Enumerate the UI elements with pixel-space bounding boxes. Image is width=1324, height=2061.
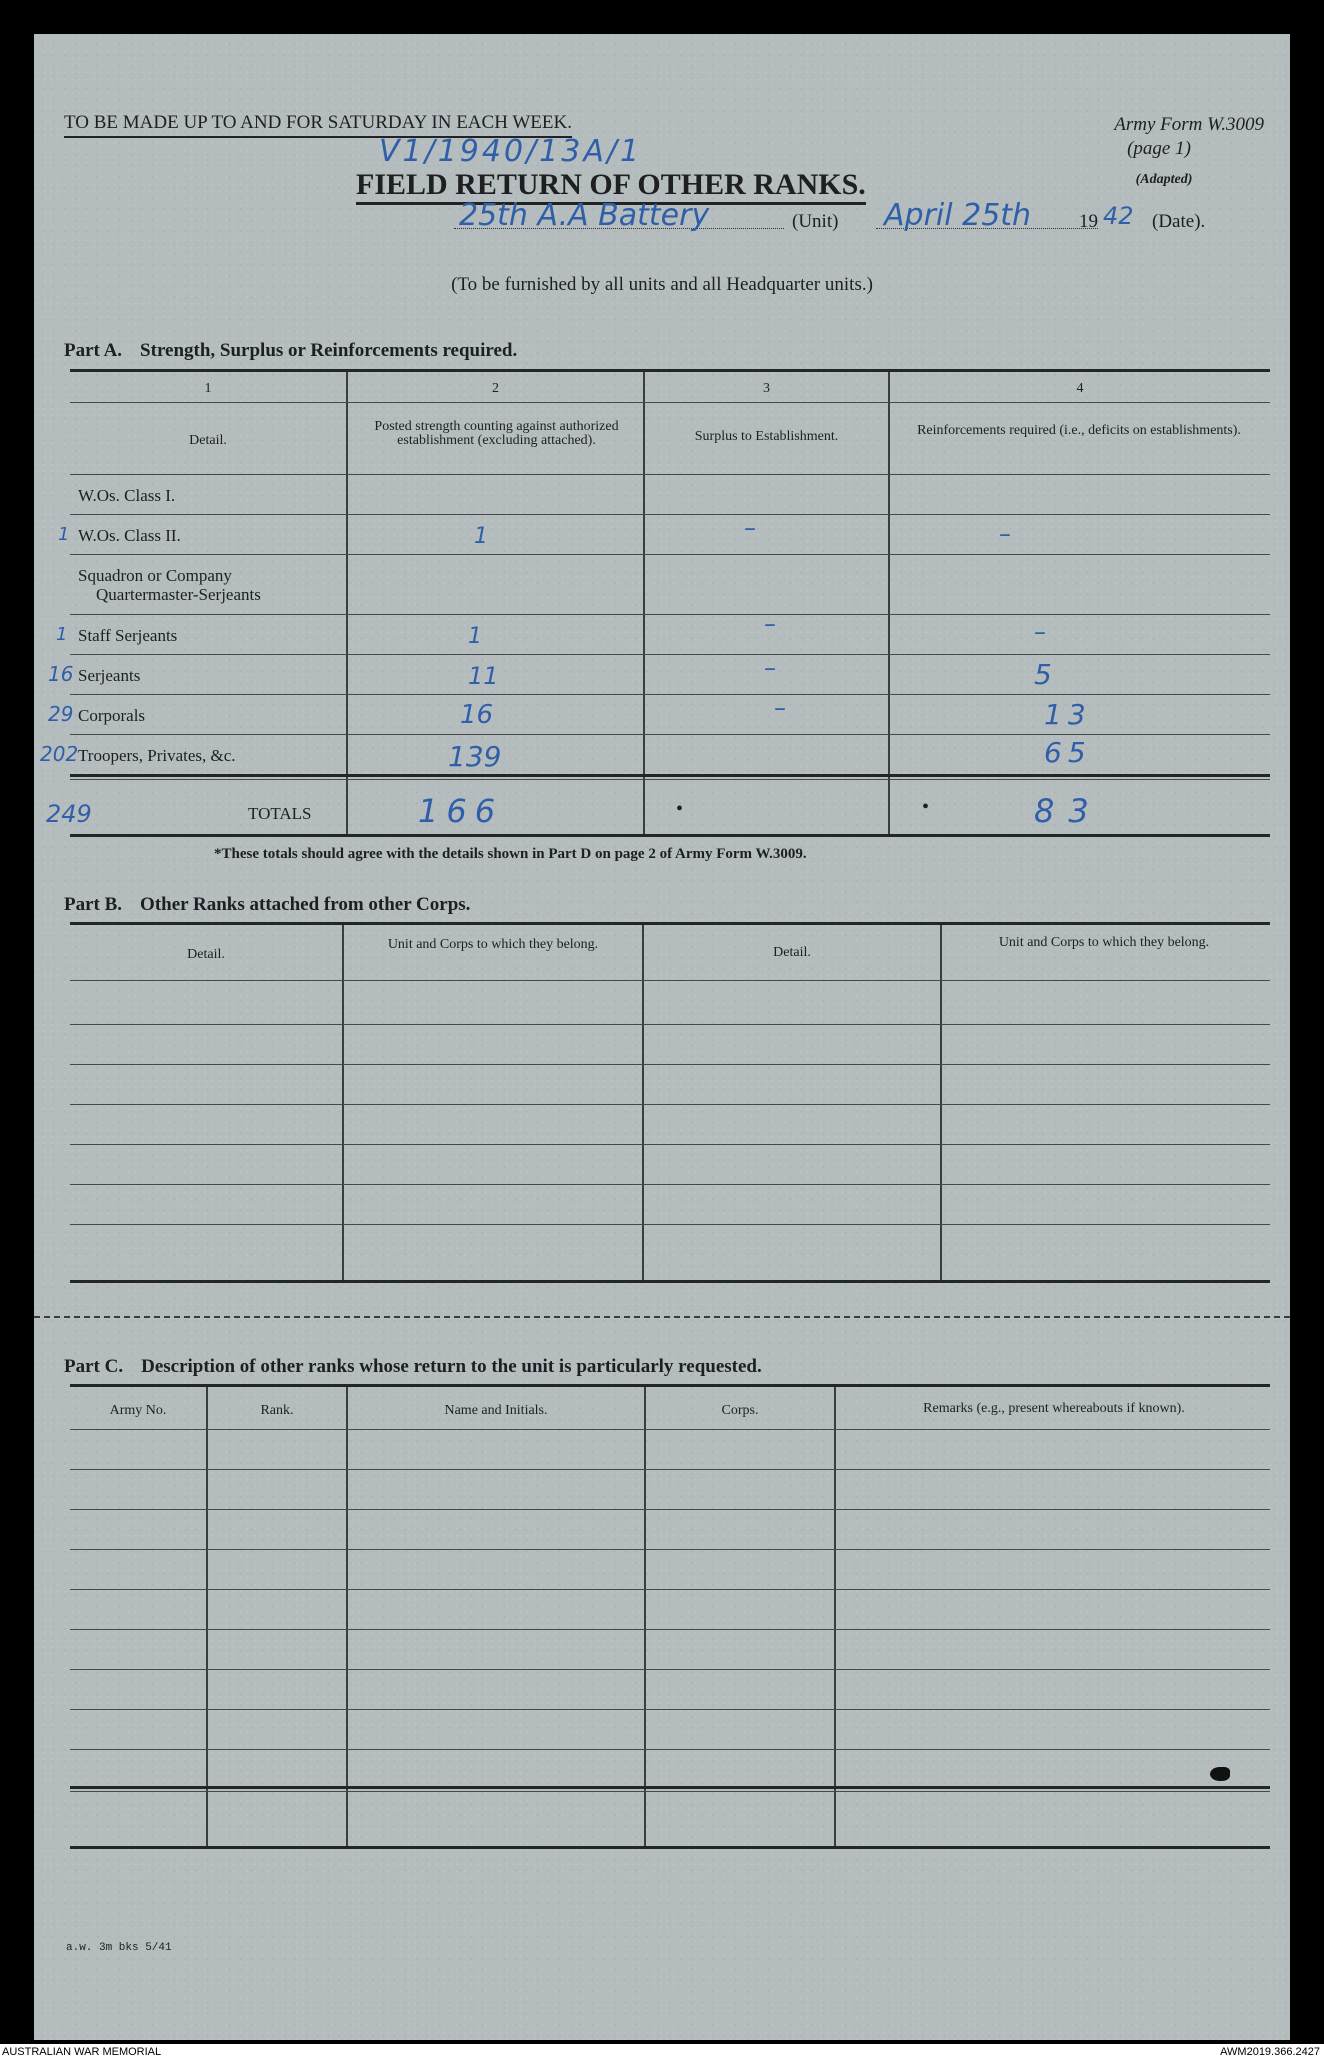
- reinf-wo-class-2: –: [999, 520, 1011, 548]
- part-c-header-corps: Corps.: [721, 1403, 759, 1418]
- form-sheet: [34, 34, 1290, 2040]
- part-a-title: Part A. Strength, Surplus or Reinforcements required.: [64, 340, 518, 361]
- reinf-staff-serjeants: –: [1034, 618, 1046, 646]
- form-title: FIELD RETURN OF OTHER RANKS.: [356, 168, 866, 205]
- row-label-wo-class-1: W.Os. Class I.: [78, 486, 176, 505]
- archive-footer-left: AUSTRALIAN WAR MEMORIAL: [2, 2046, 162, 2058]
- part-b-header-detail-2: Detail.: [773, 945, 811, 960]
- row-margin-serjeants: 16: [48, 662, 74, 686]
- part-b-header-detail-1: Detail.: [187, 947, 225, 962]
- posted-corporals: 16: [460, 700, 494, 730]
- surplus-wo-class-2: –: [744, 514, 756, 542]
- col-header-reinforcements: Reinforcements required (i.e., deficits on establishments).: [917, 423, 1241, 438]
- header-instruction: TO BE MADE UP TO AND FOR SATURDAY IN EACH WEEK.: [64, 112, 572, 138]
- totals-reinforcements: 83: [1034, 792, 1103, 830]
- col-header-detail: Detail.: [189, 433, 227, 448]
- totals-margin: 249: [46, 800, 92, 828]
- surplus-serjeants: –: [764, 654, 776, 682]
- reinf-troopers: 65: [1044, 736, 1092, 769]
- row-margin-corporals: 29: [48, 702, 74, 726]
- row-label-serjeants: Serjeants: [78, 666, 141, 685]
- part-c-header-name: Name and Initials.: [444, 1403, 548, 1418]
- punch-mark: [1210, 1767, 1230, 1781]
- row-label-staff-serjeants: Staff Serjeants: [78, 626, 178, 645]
- archive-footer-right: AWM2019.366.2427: [1220, 2046, 1320, 2058]
- col-number-2: 2: [492, 381, 499, 396]
- date-label: (Date).: [1152, 211, 1206, 232]
- part-c-header-army-no: Army No.: [109, 1403, 167, 1418]
- col-header-posted: Posted strength counting against authorized establishment (excluding attached).: [374, 419, 619, 448]
- handwritten-reference: V1/1940/13A/1: [379, 134, 643, 169]
- totals-posted: 166: [418, 792, 504, 830]
- part-c-title: Part C. Description of other ranks whose return to the unit is particularly requested.: [64, 1356, 762, 1377]
- part-b-header-unit-2: Unit and Corps to which they belong.: [998, 935, 1210, 950]
- handwritten-year: 42: [1103, 202, 1134, 230]
- col-header-surplus: Surplus to Establishment.: [694, 429, 839, 444]
- part-a-footnote: *These totals should agree with the details shown in Part D on page 2 of Army Form W.3009.: [214, 846, 807, 862]
- handwritten-date: April 25th: [884, 198, 1032, 233]
- posted-staff-serjeants: 1: [468, 624, 482, 649]
- form-number: Army Form W.3009: [1114, 114, 1264, 135]
- posted-troopers: 139: [448, 740, 502, 773]
- surplus-staff-serjeants: –: [764, 610, 776, 638]
- row-margin-troopers: 202: [40, 742, 79, 766]
- col-number-1: 1: [204, 381, 212, 396]
- totals-surplus-mark: •: [676, 798, 684, 820]
- handwritten-unit: 25th A.A Battery: [459, 198, 710, 233]
- row-label-troopers: Troopers, Privates, &c.: [78, 746, 236, 765]
- form-subtitle: (To be furnished by all units and all Headquarter units.): [451, 274, 873, 295]
- row-margin-staff-serjeants: 1: [56, 624, 68, 645]
- form-adapted: (Adapted): [1135, 172, 1193, 187]
- row-margin-wo-class-2: 1: [58, 524, 70, 545]
- form-page: (page 1): [1127, 138, 1191, 159]
- unit-label: (Unit): [792, 211, 839, 232]
- reinf-serjeants: 5: [1034, 658, 1052, 691]
- part-c-header-remarks: Remarks (e.g., present whereabouts if known).: [923, 1401, 1185, 1416]
- row-label-qm-serjeants-2: Quartermaster-Serjeants: [96, 585, 261, 604]
- part-b-header-unit-1: Unit and Corps to which they belong.: [387, 937, 599, 952]
- col-number-3: 3: [763, 381, 770, 396]
- posted-wo-class-2: 1: [474, 524, 488, 549]
- archive-footer: [0, 2044, 1324, 2061]
- totals-reinf-mark: •: [922, 796, 930, 818]
- row-label-corporals: Corporals: [78, 706, 146, 725]
- row-label-qm-serjeants: Squadron or Company: [78, 566, 232, 585]
- surplus-corporals: –: [774, 694, 786, 722]
- printer-mark: a.w. 3m bks 5/41: [66, 1942, 172, 1954]
- part-c-header-rank: Rank.: [260, 1403, 294, 1418]
- posted-serjeants: 11: [468, 662, 499, 690]
- col-number-4: 4: [1076, 381, 1084, 396]
- reinf-corporals: 13: [1044, 698, 1092, 731]
- part-b-title: Part B. Other Ranks attached from other Corps.: [64, 894, 471, 915]
- row-label-wo-class-2: W.Os. Class II.: [78, 526, 181, 545]
- perforation-line: [34, 1316, 1290, 1318]
- totals-label: TOTALS: [248, 804, 312, 823]
- year-prefix: 19: [1079, 211, 1098, 232]
